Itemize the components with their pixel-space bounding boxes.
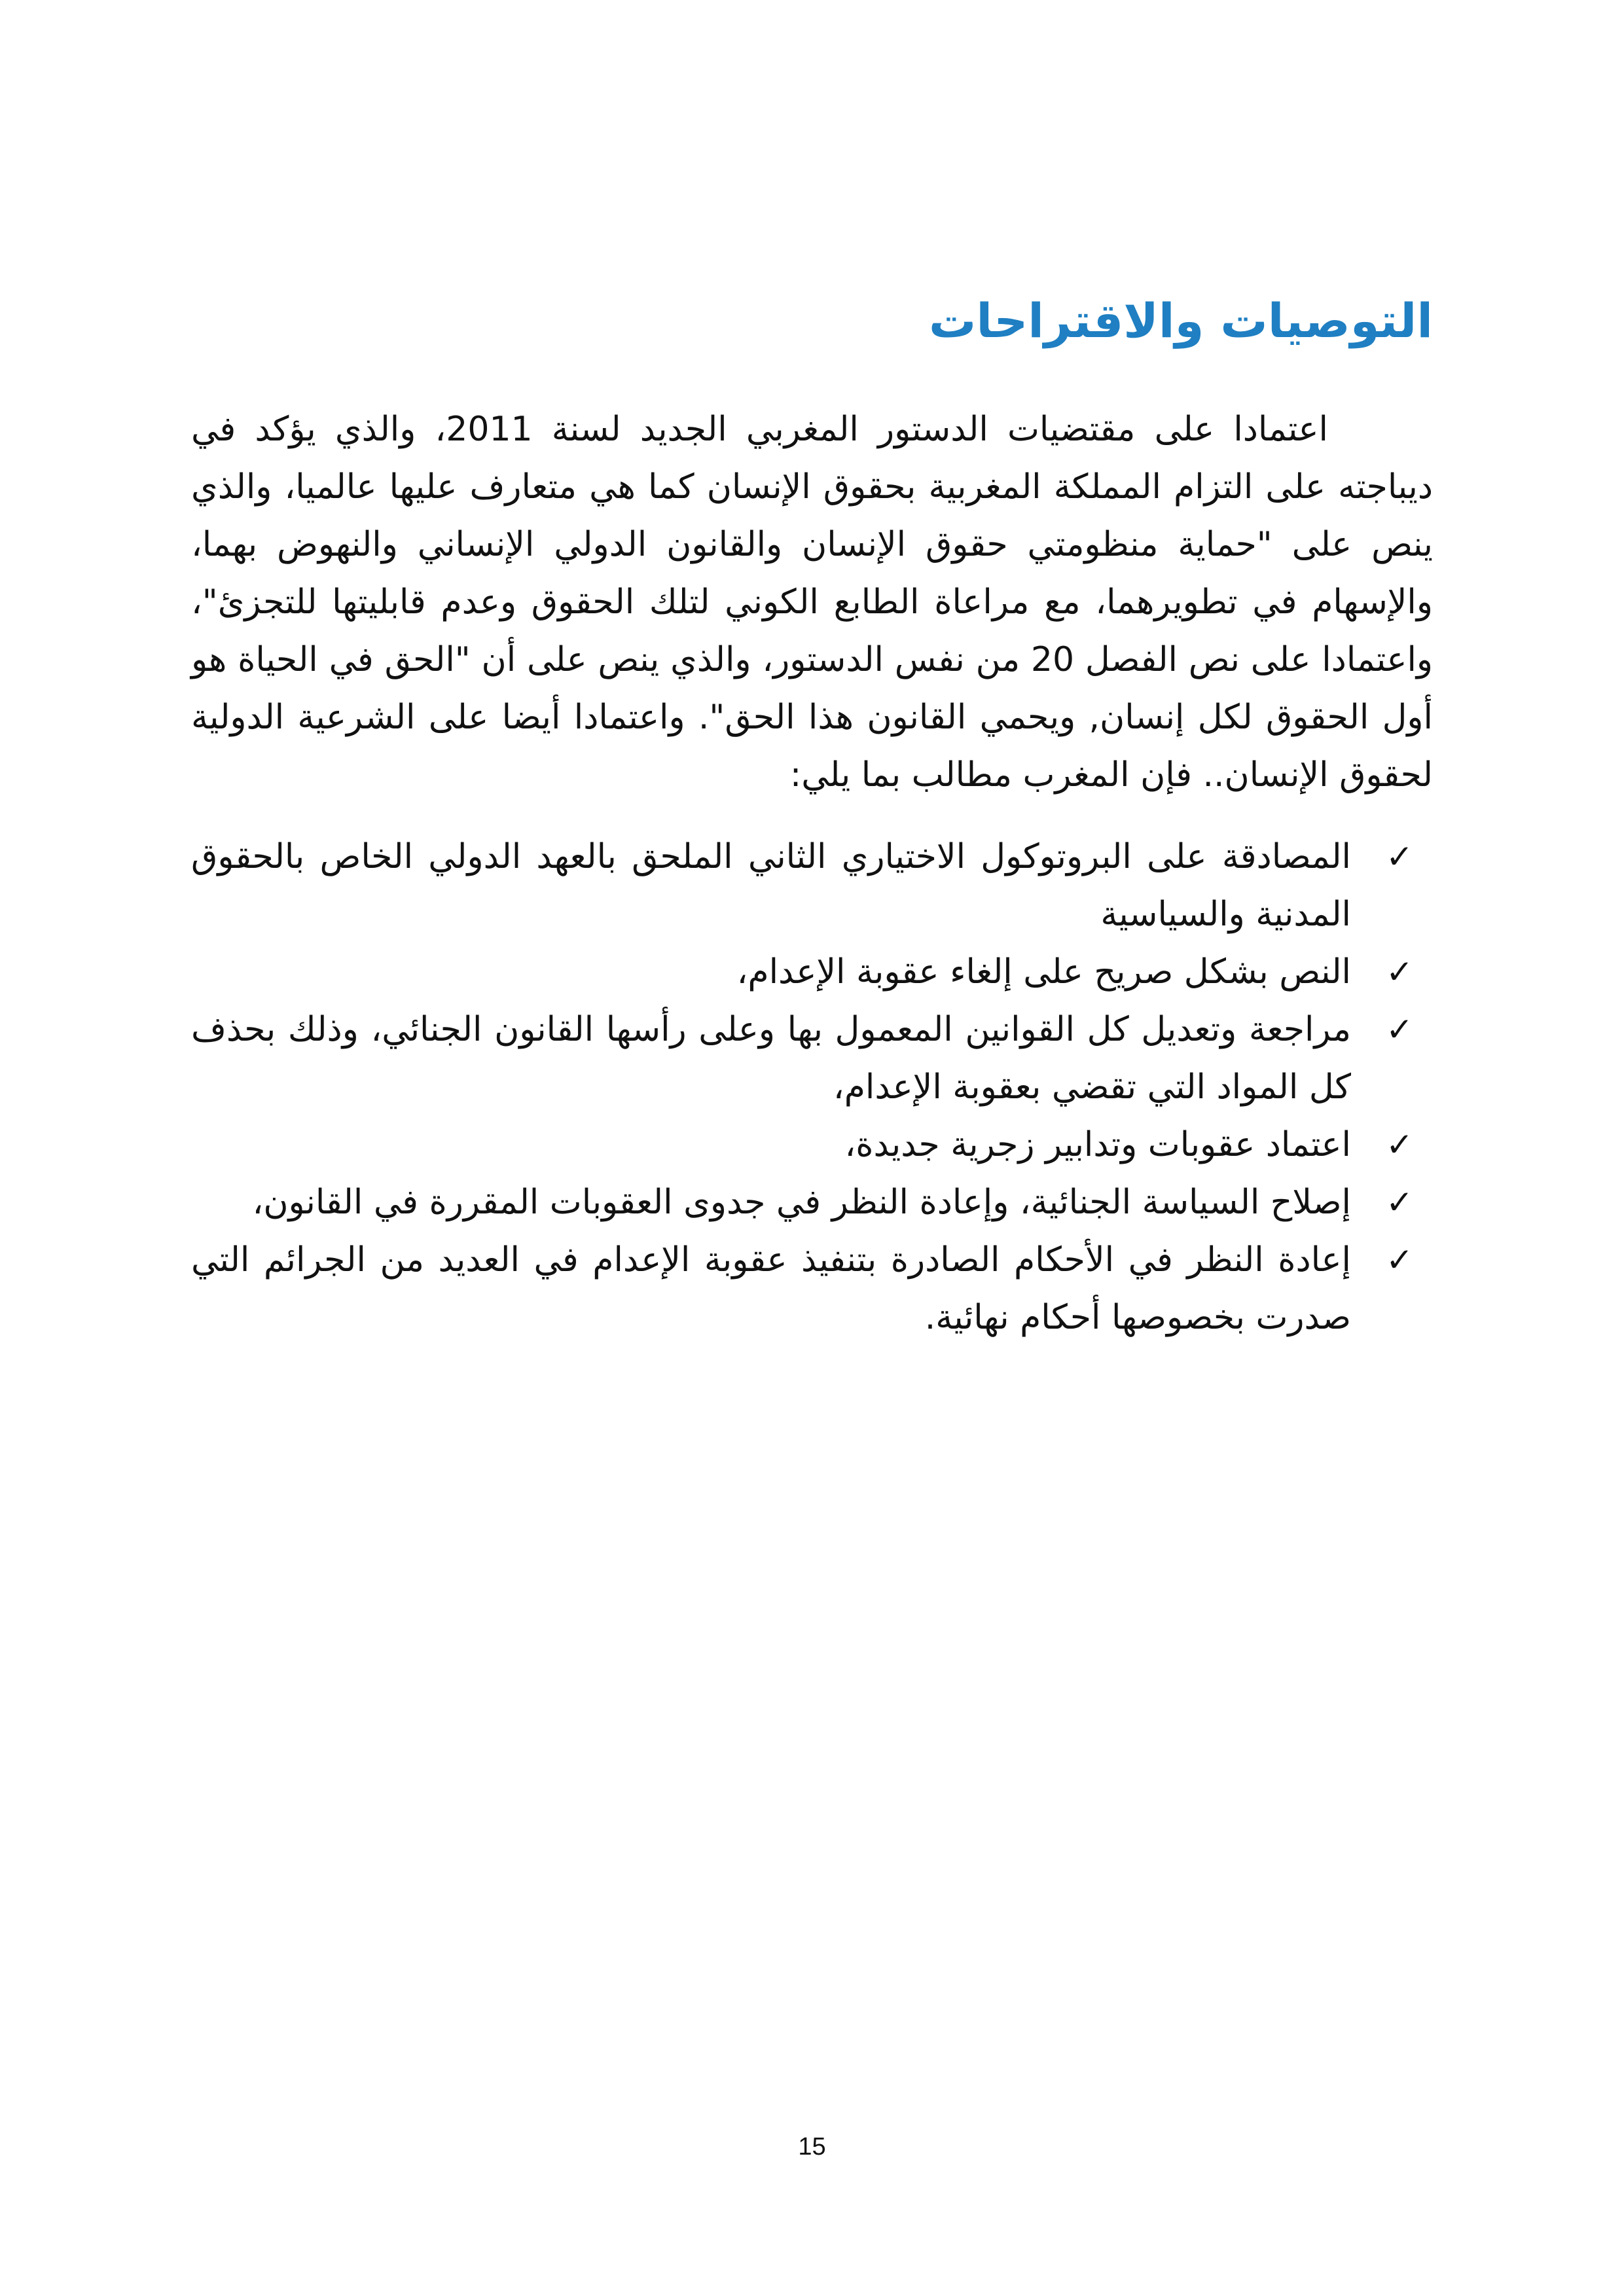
intro-paragraph: اعتمادا على مقتضيات الدستور المغربي الجديد لسنة 2011، والذي يؤكد في ديباجته على التزام المملكة المغربية بحقوق الإنسان كما هي متعارف عليها عالميا، والذي ينص على "حماية منظومتي حقوق الإنسان والقانون الدولي الإنساني والنهوض بهما، والإسهام في تطويرهما، مع مراعاة الطابع الكوني لتلك الحقوق وعدم قابليتها للتجزئ"، واعتمادا على نص الفصل 20 من نفس الدستور، والذي ينص على أن "الحق في الحياة هو أول الحقوق لكل إنسان, ويحمي القانون هذا الحق". واعتمادا أيضا على الشرعية الدولية لحقوق الإنسان.. فإن المغرب مطالب بما يلي: <box>191 410 1434 795</box>
check-icon: ✓ <box>1386 1011 1413 1049</box>
list-item-text: إعادة النظر في الأحكام الصادرة بتنفيذ عقوبة الإعدام في العديد من الجرائم التي صدرت بخصوصها أحكام نهائية. <box>191 1240 1351 1337</box>
list-item-text: إصلاح السياسة الجنائية، وإعادة النظر في جدوى العقوبات المقررة في القانون، <box>252 1183 1351 1222</box>
check-icon: ✓ <box>1386 1126 1413 1164</box>
list-item-text: مراجعة وتعديل كل القوانين المعمول بها وعلى رأسها القانون الجنائي، وذلك بحذف كل المواد التي تقضي بعقوبة الإعدام، <box>191 1010 1351 1107</box>
list-item-text: النص بشكل صريح على إلغاء عقوبة الإعدام، <box>736 952 1351 992</box>
list-item <box>191 943 1433 1001</box>
list-item <box>191 1001 1433 1116</box>
list-item <box>191 1231 1433 1346</box>
list-item <box>191 1174 1433 1231</box>
list-item-text: اعتماد عقوبات وتدابير زجرية جديدة، <box>844 1125 1351 1164</box>
recommendations-list <box>191 828 1433 1346</box>
page-number: 15 <box>798 2133 826 2161</box>
section-heading: التوصيات والاقتراحات <box>929 293 1433 348</box>
check-icon: ✓ <box>1386 838 1413 876</box>
list-item-text: المصادقة على البروتوكول الاختياري الثاني الملحق بالعهد الدولي الخاص بالحقوق المدنية والسياسية <box>191 837 1351 934</box>
list-item <box>191 828 1433 943</box>
check-icon: ✓ <box>1386 1183 1413 1221</box>
list-item <box>191 1116 1433 1174</box>
check-icon: ✓ <box>1386 953 1413 991</box>
check-icon: ✓ <box>1386 1241 1413 1279</box>
